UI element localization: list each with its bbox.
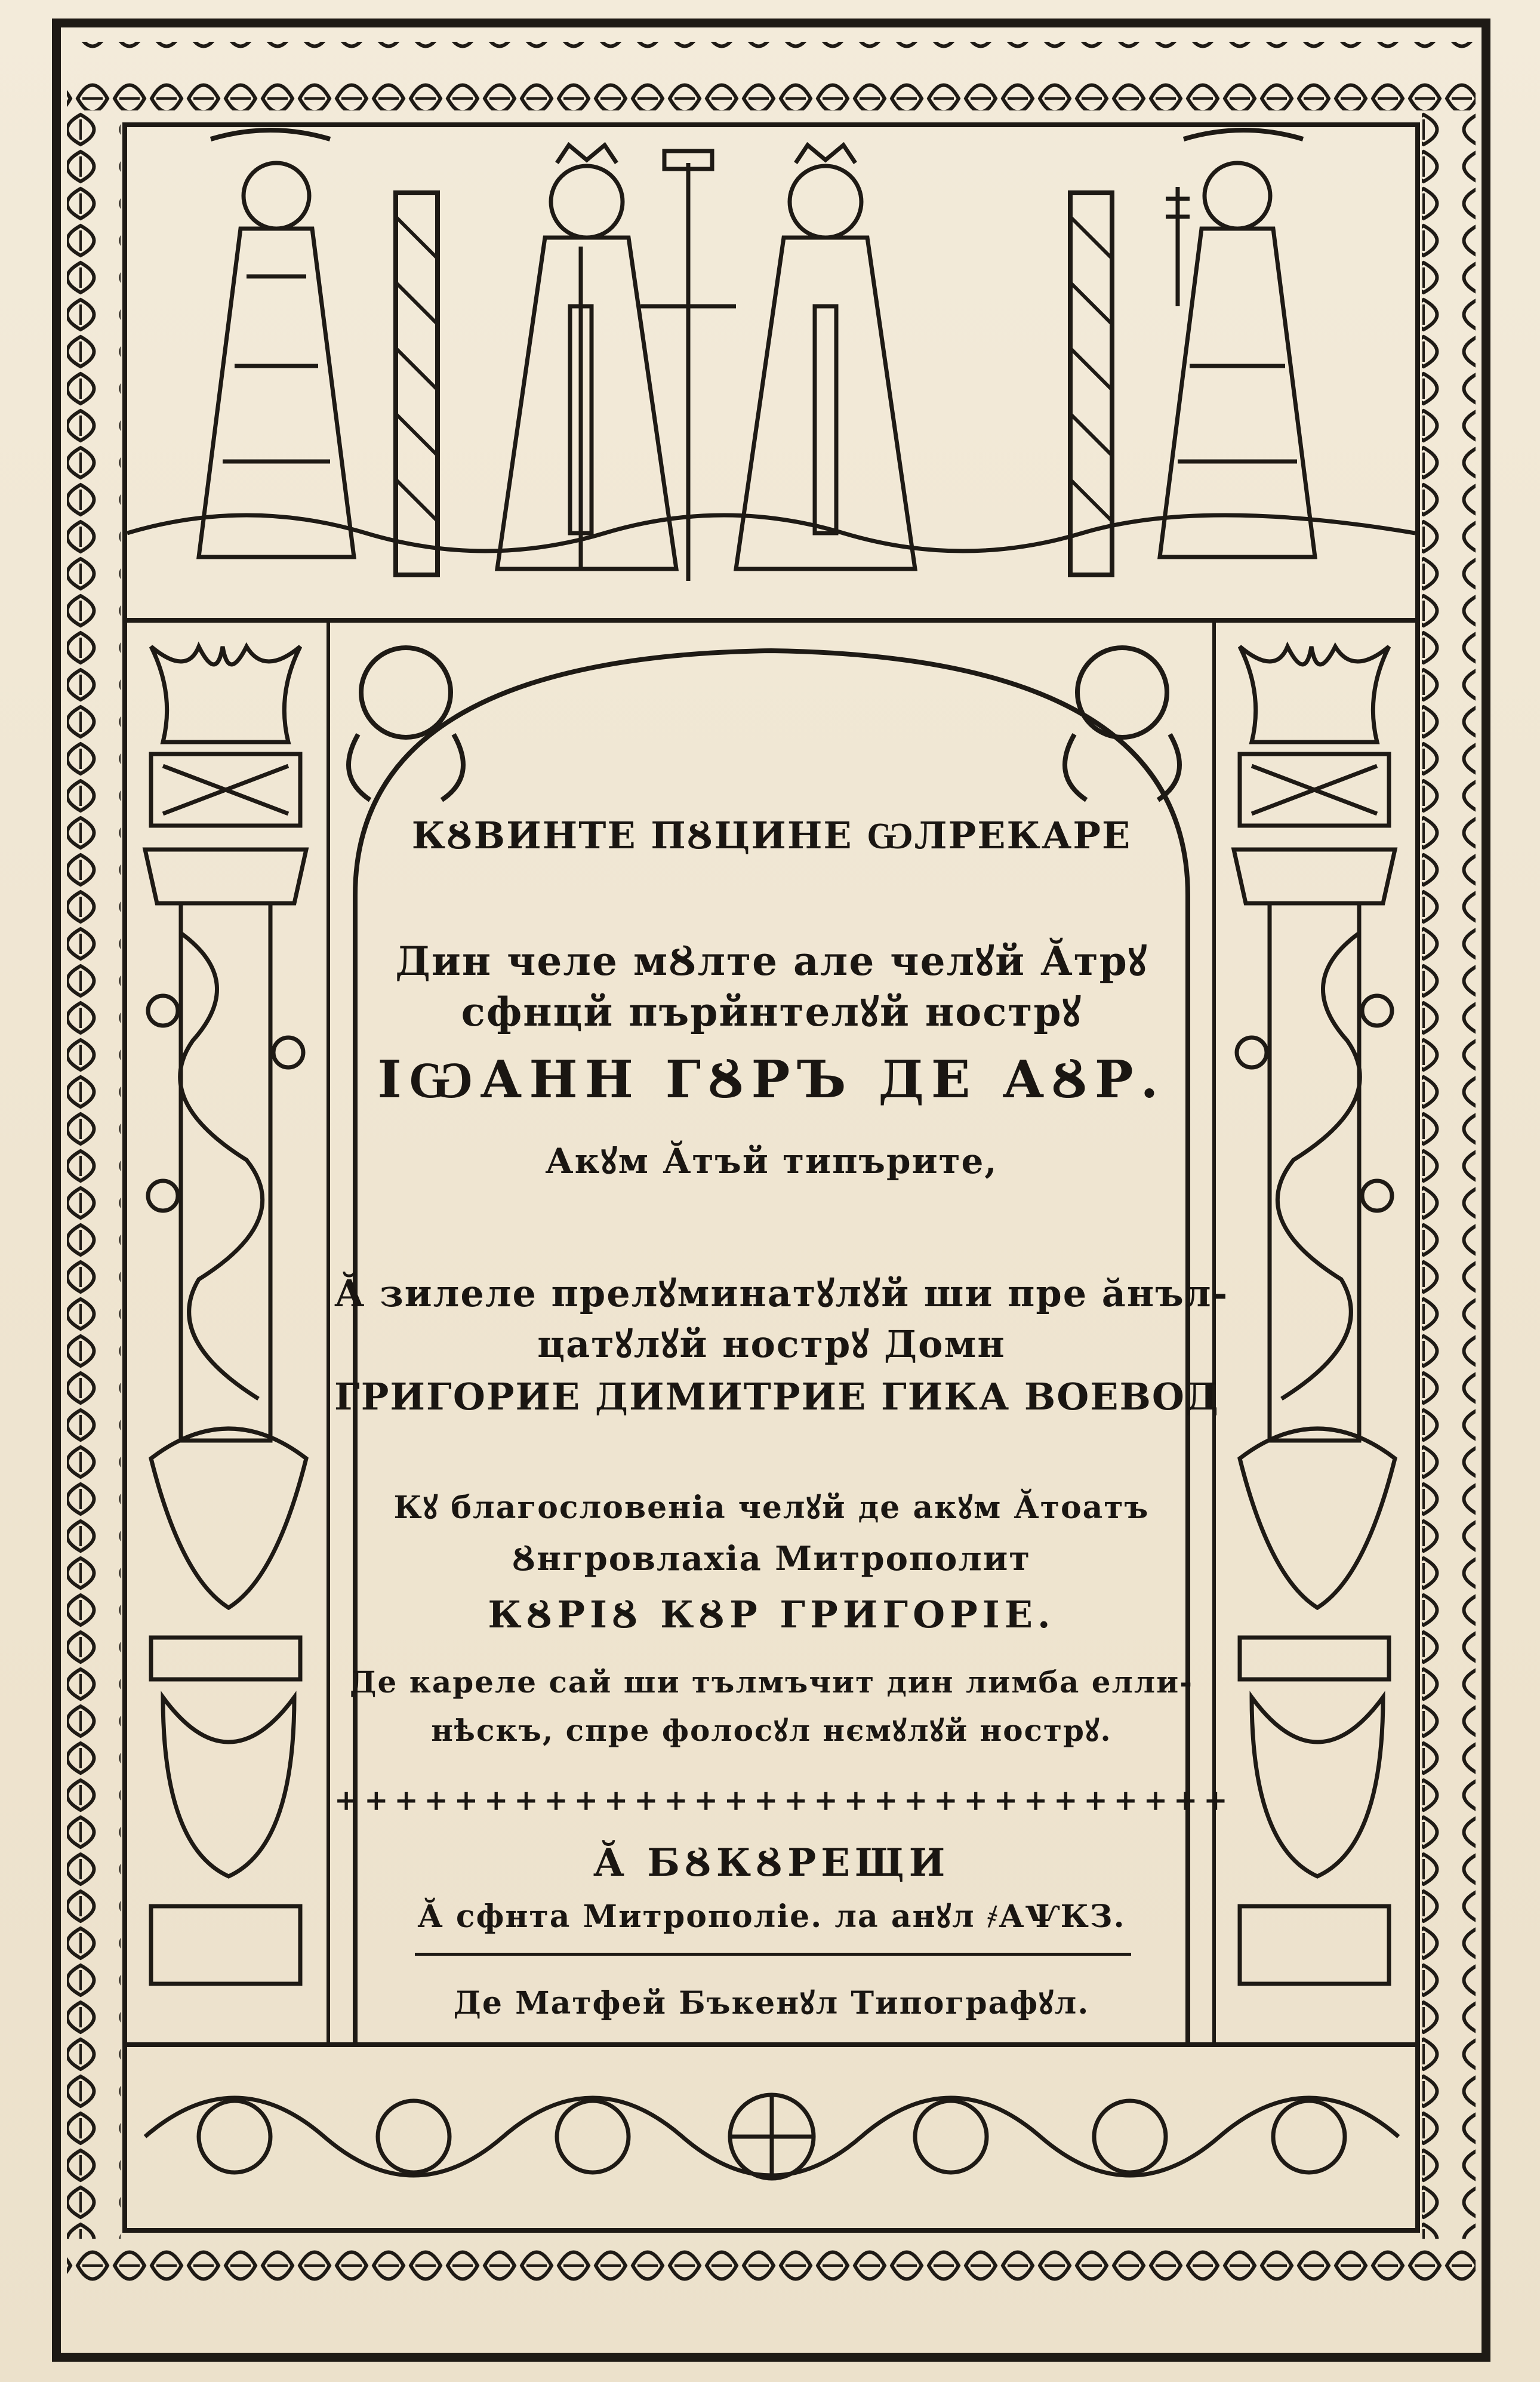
text-line: нѣскъ, спре фолосꙋл нємꙋлꙋй нострꙋ. (431, 1713, 1112, 1748)
text-line: Ȣнгровлахіа Митрополит (512, 1539, 1031, 1578)
text-line: Де кареле сай ши тълмъчит дин лимба елли- (350, 1664, 1193, 1700)
separator-line: ++++++++++++++++++++++++++++++ (334, 1784, 1234, 1817)
floral-footer (127, 2042, 1415, 2228)
text-line: Кꙋ благословеніа челꙋй де акꙋм Ӑтоатъ (393, 1489, 1150, 1526)
text-line: цатꙋлꙋй нострꙋ Домн (537, 1322, 1006, 1366)
author-name: ІѠАНН ГȢРЪ ДЕ АȢР. (377, 1050, 1166, 1110)
place-line: Ӑ БȢКȢРЕЩИ (593, 1841, 950, 1885)
imprint-line: Ӑ сфнта Митрополіе. ла анꙋл ҂АѰКЗ. (417, 1898, 1126, 1935)
title-text-block (334, 623, 1234, 2042)
text-line: сфнцй пърйнтелꙋй нострꙋ (461, 989, 1082, 1035)
prince-name: ГРИГОРИЕ ДИМИТРИЕ ГИКА ВОЕВОД (334, 1375, 1220, 1418)
printer-line: Де Матфей Бъкенꙋл Типографꙋл. (453, 1985, 1090, 2021)
text-line: Дин челе мȢлте але челꙋй Ӑтрꙋ (395, 938, 1148, 984)
floral-scroll-icon (127, 2047, 1415, 2228)
divider (415, 1953, 1131, 1956)
metropolitan-name: КȢРІȢ КȢР ГРИГОРІЕ. (488, 1593, 1055, 1636)
text-line: Акꙋм Ӑтъй типърите, (545, 1141, 998, 1181)
text-line: Ӑ зилеле прелꙋминатꙋлꙋй ши пре ӑнъл- (334, 1272, 1229, 1315)
title-line: КȢВИНТЕ ПȢЦИНЕ ѠЛРЕКАРЕ (411, 814, 1132, 857)
